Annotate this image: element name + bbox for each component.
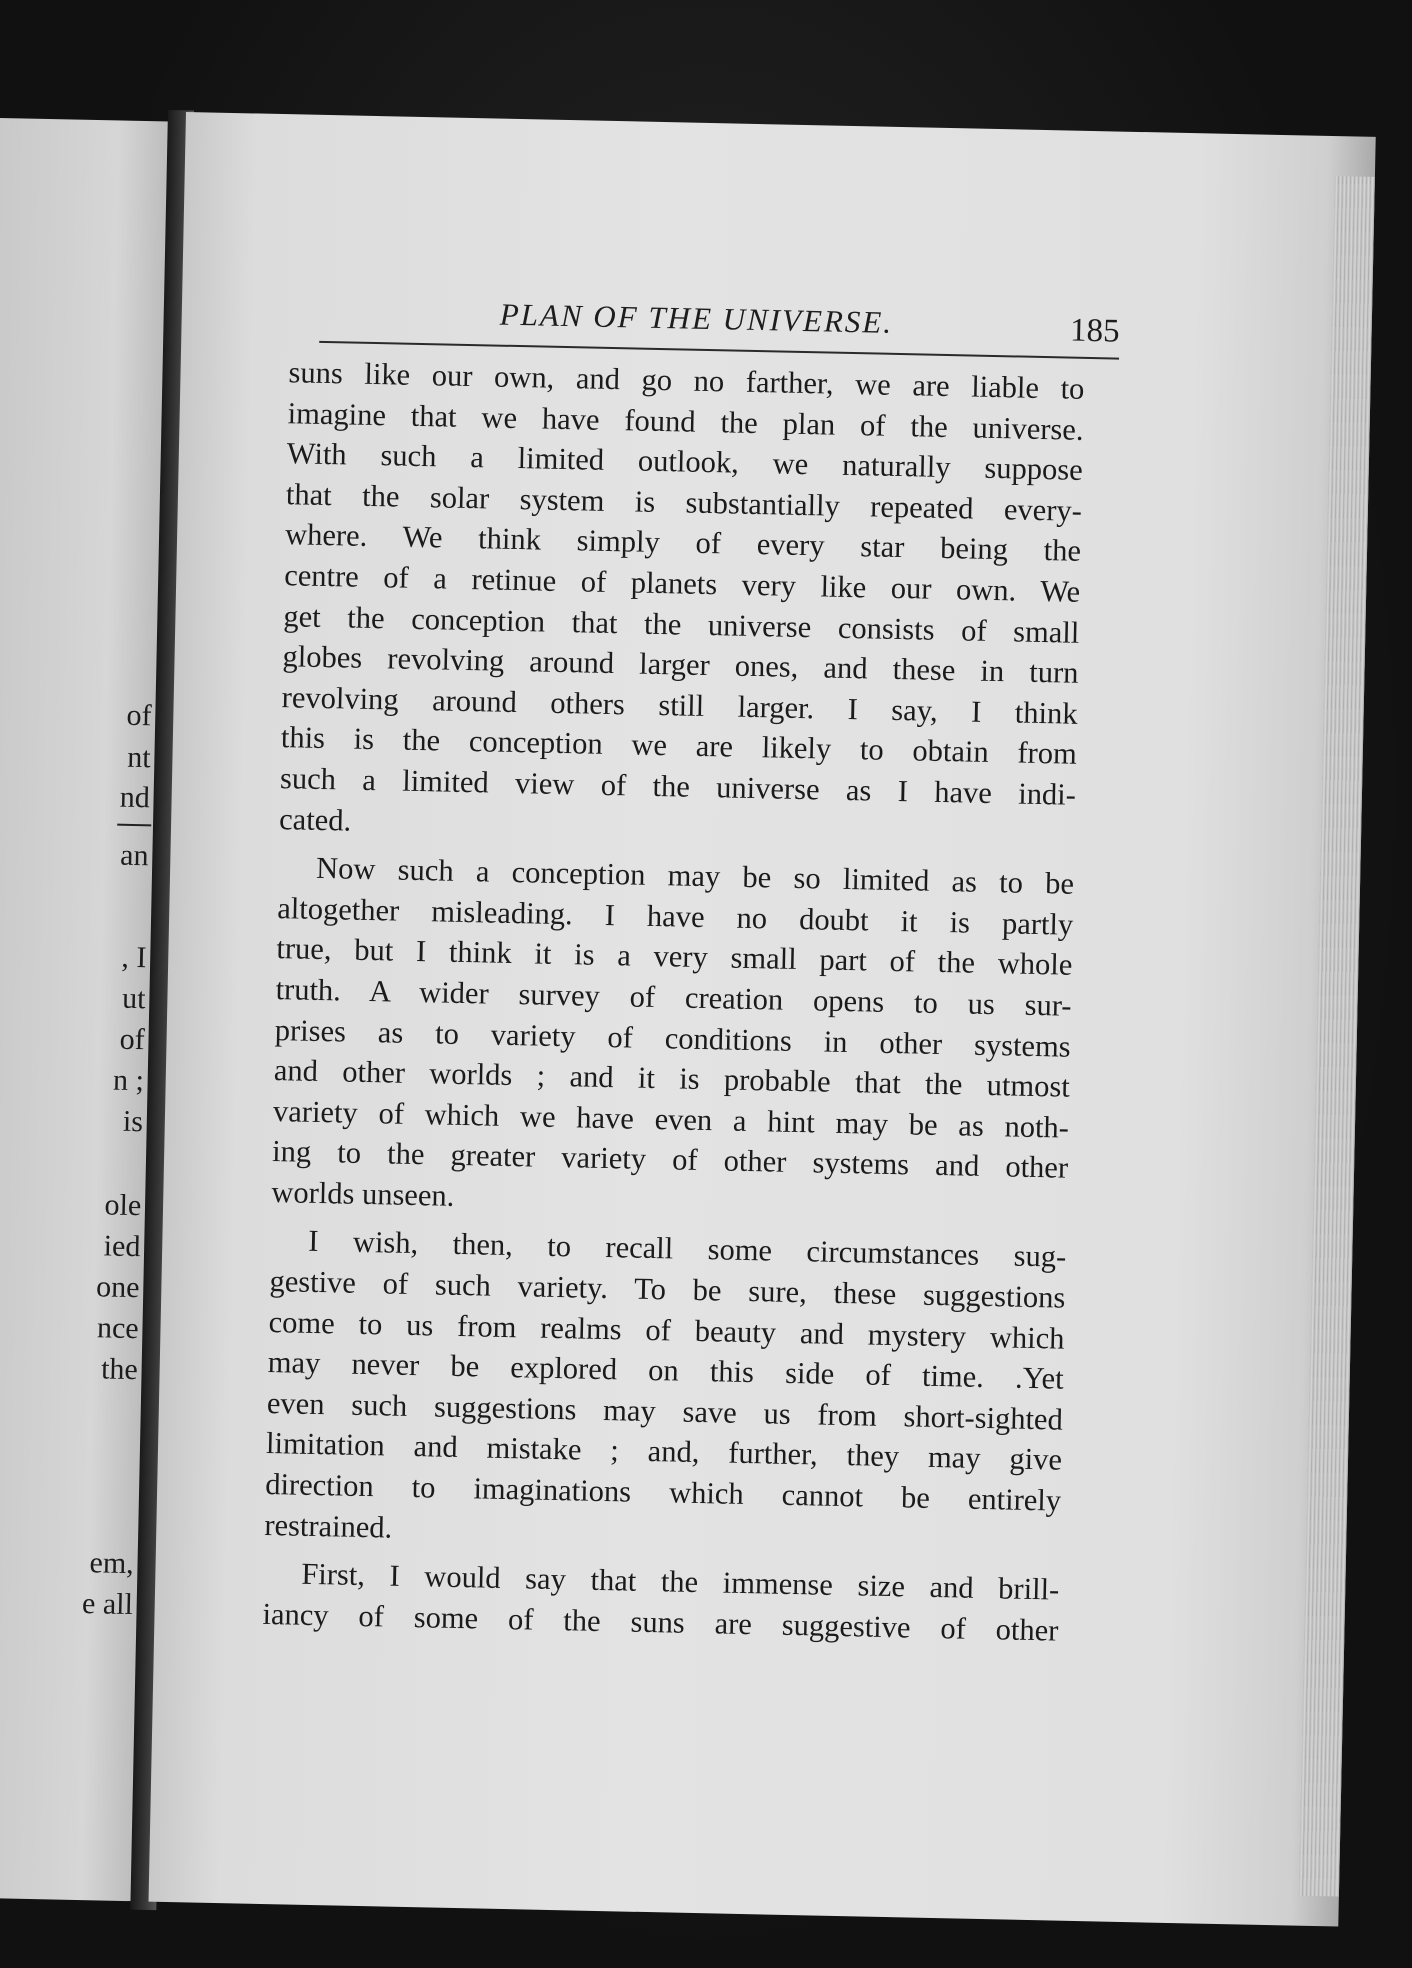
text-line: worlds unseen. — [271, 1174, 455, 1213]
left-page-fragment: of — [119, 1022, 146, 1057]
text-line: true, but I think it is a very small part of the whole — [276, 931, 1073, 983]
text-line: limitation and mistake ; and, further, they may give — [265, 1426, 1063, 1478]
text-line: even such suggestions may save us from short-sighted — [266, 1385, 1064, 1437]
text-line: gestive of such variety. To be sure, these suggestions — [269, 1264, 1066, 1315]
text-line: I wish, then, to recall some circumstances sug- — [308, 1224, 1067, 1275]
text-line: truth. A wider survey of creation opens to us sur- — [275, 971, 1072, 1023]
text-line: altogether misleading. I have no doubt it is partly — [276, 890, 1074, 942]
text-line: direction to imaginations which cannot be entirely — [264, 1466, 1062, 1518]
text-line: get the conception that the universe consists of small — [283, 598, 1080, 650]
text-line: and other worlds ; and it is probable that the utmost — [273, 1053, 1071, 1104]
text-line: ing to the greater variety of other systems and other — [271, 1134, 1069, 1185]
page-number: 185 — [1069, 312, 1120, 350]
left-page-fragment: nd — [119, 780, 151, 815]
text-line: cated. — [278, 801, 352, 838]
left-page-fragment: ut — [121, 981, 146, 1016]
text-line: may never be explored on this side of time. .Yet — [267, 1345, 1065, 1396]
text-line: prises as to variety of conditions in other systems — [274, 1012, 1071, 1064]
text-line: variety of which we have even a hint may be as noth- — [272, 1093, 1070, 1145]
text-line: imagine that we have found the plan of the universe. — [287, 395, 1084, 447]
left-page-fragment: e all — [81, 1587, 134, 1622]
left-page-fragment: n ; — [112, 1063, 145, 1098]
text-line: revolving around others still larger. I say, I think — [281, 679, 1078, 731]
running-head: PLAN OF THE UNIVERSE. — [499, 296, 894, 340]
page-header — [319, 285, 1120, 362]
text-line: Now such a conception may be so limited as to be — [315, 851, 1075, 901]
left-page-fragment: ied — [103, 1229, 141, 1264]
text-line: where. We think simply of every star being the — [284, 517, 1082, 569]
text-line: suns like our own, and go no farther, we are liable to — [288, 355, 1085, 406]
text-line: First, I would say that the immense size and brill- — [301, 1556, 1060, 1607]
paragraph — [262, 1553, 1060, 1651]
paragraph — [279, 352, 1085, 856]
paragraph — [264, 1220, 1067, 1561]
left-page-fragment: is — [122, 1104, 144, 1139]
text-line: centre of a retinue of planets very like our own. We — [283, 558, 1081, 609]
paragraph — [271, 847, 1074, 1229]
left-page-fragment: of — [126, 698, 152, 733]
text-line: this is the conception we are likely to obtain from — [280, 720, 1078, 772]
left-page-fragment: an — [119, 838, 149, 873]
body-text — [262, 352, 1085, 1659]
left-page-fragment: nt — [126, 740, 151, 775]
left-page-rule — [117, 824, 151, 827]
text-line: that the solar system is substantially repeated every- — [285, 476, 1083, 528]
text-line: globes revolving around larger ones, and these in turn — [282, 639, 1079, 690]
text-line: such a limited view of the universe as I have indi- — [279, 761, 1077, 812]
left-page-fragment: the — [100, 1352, 139, 1387]
left-page-fragment: , I — [121, 940, 147, 975]
text-line: restrained. — [264, 1507, 393, 1545]
book-page — [149, 112, 1376, 1927]
left-page-fragment: ole — [104, 1188, 142, 1223]
text-line: come to us from realms of beauty and mystery which — [268, 1304, 1065, 1356]
text-line: With such a limited outlook, we naturally suppose — [286, 436, 1084, 488]
left-page-fragment: one — [95, 1270, 140, 1305]
left-page-fragment: em, — [89, 1546, 135, 1581]
text-line: iancy of some of the suns are suggestive of other — [262, 1596, 1059, 1648]
left-page-fragment: nce — [96, 1311, 140, 1346]
